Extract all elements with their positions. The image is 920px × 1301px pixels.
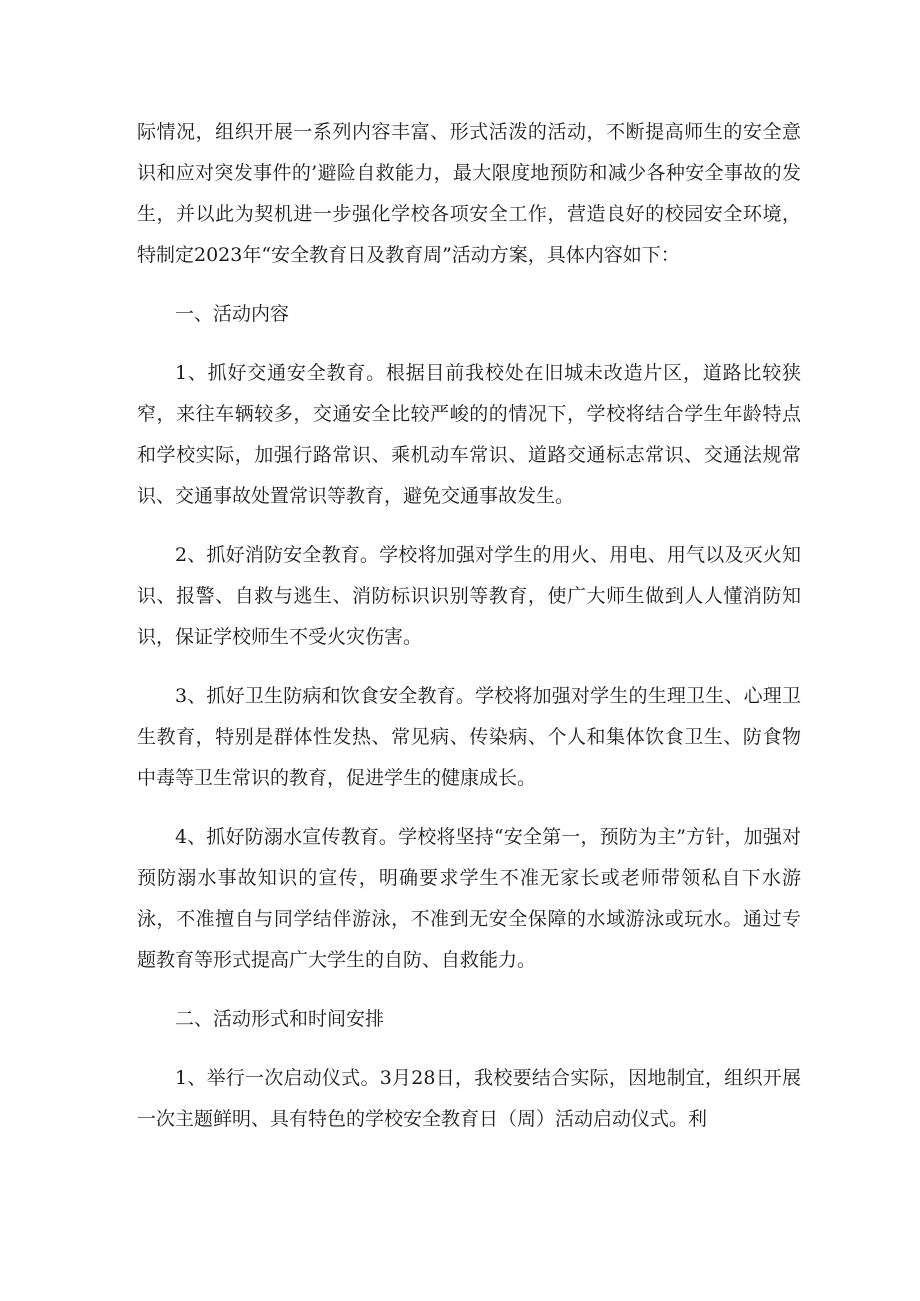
paragraph-fire-safety: 2、抓好消防安全教育。学校将加强对学生的用火、用电、用气以及灭火知识、报警、自救与逃生、消防标识识别等教育，使广大师生做到人人懂消防知识，保证学校师生不受火灾伤害。 — [137, 544, 801, 648]
document-body — [137, 112, 801, 1158]
section-heading-activity-schedule: 二、活动形式和时间安排 — [175, 1008, 385, 1030]
intro-continuation-paragraph: 际情况，组织开展一系列内容丰富、形式活泼的活动，不断提高师生的安全意识和应对突发事件的’避险自救能力，最大限度地预防和减少各种安全事故的发生，并以此为契机进一步强化学校各项安全工作，营造良好的校园安全环境，特制定2023年“安全教育日及教育周”活动方案，具体内容如下： — [137, 121, 801, 266]
paragraph-drowning-prevention: 4、抓好防溺水宣传教育。学校将坚持“安全第一，预防为主”方针，加强对预防溺水事故知识的宣传，明确要求学生不准无家长或老师带领私自下水游泳，不准擅自与同学结伴游泳，不准到无安全保障的水域游泳或玩水。通过专题教育等形式提高广大学生的自防、自救能力。 — [137, 826, 801, 971]
section-heading-activity-content: 一、活动内容 — [175, 303, 290, 325]
paragraph-traffic-safety: 1、抓好交通安全教育。根据目前我校处在旧城未改造片区，道路比较狭窄，来往车辆较多，交通安全比较严峻的的情况下，学校将结合学生年龄特点和学校实际，加强行路常识、乘机动车常识、道路交通标志常识、交通法规常识、交通事故处置常识等教育，避免交通事故发生。 — [137, 362, 801, 507]
paragraph-launch-ceremony: 1、举行一次启动仪式。3月28日，我校要结合实际，因地制宜，组织开展一次主题鲜明、具有特色的学校安全教育日（周）活动启动仪式。利 — [137, 1067, 801, 1130]
paragraph-health-food-safety: 3、抓好卫生防病和饮食安全教育。学校将加强对学生的生理卫生、心理卫生教育，特别是群体性发热、常见病、传染病、个人和集体饮食卫生、防食物中毒等卫生常识的教育，促进学生的健康成长。 — [137, 685, 801, 789]
